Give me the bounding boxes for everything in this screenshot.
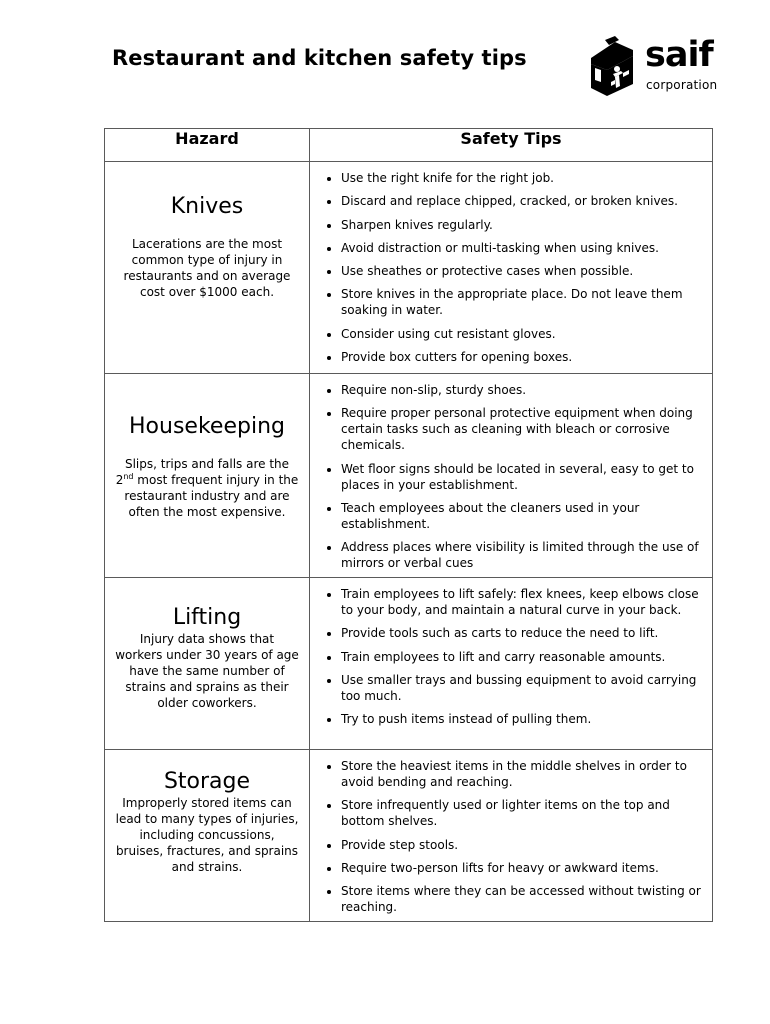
list-item: • Provide step stools. xyxy=(341,837,704,853)
list-item: • Use the right knife for the right job. xyxy=(341,170,704,186)
hazard-cell xyxy=(105,750,310,922)
list-item: • Use sheathes or protective cases when possible. xyxy=(341,263,704,279)
tips-list xyxy=(310,750,712,921)
logo-subtitle: corporation xyxy=(646,78,718,92)
list-item: • Discard and replace chipped, cracked, or broken knives. xyxy=(341,193,704,209)
hazard-name: Storage xyxy=(163,769,251,795)
list-item: • Require proper personal protective equipment when doing certain tasks such as cleaning with bleach or corrosive chemicals. xyxy=(341,405,704,453)
list-item: • Consider using cut resistant gloves. xyxy=(341,326,704,342)
hazard-name: Housekeeping xyxy=(129,414,285,439)
list-item: • Provide tools such as carts to reduce the need to lift. xyxy=(341,625,704,641)
list-item: • Teach employees about the cleaners used in your establishment. xyxy=(341,500,704,532)
page-title: Restaurant and kitchen safety tips xyxy=(112,46,527,70)
hazard-description-text: most frequent injury in the restaurant industry and are often the most expensive. xyxy=(124,473,299,519)
hazard-cell xyxy=(105,162,310,374)
table-row-lifting xyxy=(105,578,713,750)
hazard-name: Lifting xyxy=(172,605,242,631)
tips-cell xyxy=(310,374,713,578)
logo-brand-text: saif xyxy=(645,35,713,75)
tips-cell xyxy=(310,162,713,374)
list-item: • Use smaller trays and bussing equipment to avoid carrying too much. xyxy=(341,672,704,704)
tips-cell xyxy=(310,578,713,750)
hazard-description xyxy=(115,456,300,520)
list-item: • Store items where they can be accessed without twisting or reaching. xyxy=(341,883,704,915)
list-item: • Wet floor signs should be located in several, easy to get to places in your establishment. xyxy=(341,461,704,493)
list-item: • Address places where visibility is limited through the use of mirrors or verbal cues xyxy=(341,539,704,571)
list-item: • Train employees to lift safely: flex knees, keep elbows close to your body, and maintain a natural curve in your back. xyxy=(341,586,704,618)
hazard-cell xyxy=(105,374,310,578)
table-row-knives xyxy=(105,162,713,374)
list-item: • Train employees to lift and carry reasonable amounts. xyxy=(341,649,704,665)
list-item: • Store the heaviest items in the middle shelves in order to avoid bending and reaching. xyxy=(341,758,704,790)
hazard-description: Improperly stored items can lead to many types of injuries, including concussions, bruises, fractures, and sprains and strains. xyxy=(115,796,299,875)
list-item: • Require two-person lifts for heavy or awkward items. xyxy=(341,860,704,876)
list-item: • Store infrequently used or lighter items on the top and bottom shelves. xyxy=(341,797,704,829)
tips-cell xyxy=(310,750,713,922)
tips-list xyxy=(310,162,712,371)
hazard-description-text: Slips, trips and falls are the 2 xyxy=(115,457,290,487)
hazard-description: Injury data shows that workers under 30 years of age have the same number of strains and sprains as their older coworkers. xyxy=(115,632,299,711)
list-item: • Store knives in the appropriate place. Do not leave them soaking in water. xyxy=(341,286,704,318)
list-item: • Require non-slip, sturdy shoes. xyxy=(341,382,704,398)
table-row-storage xyxy=(105,750,713,922)
hazard-name: Knives xyxy=(170,194,244,219)
hazard-description: Lacerations are the most common type of injury in restaurants and on average cost over $1000 each. xyxy=(123,237,291,299)
tips-list xyxy=(310,374,712,577)
list-item: • Provide box cutters for opening boxes. xyxy=(341,349,704,365)
column-header-hazard: Hazard xyxy=(105,129,310,162)
list-item: • Avoid distraction or multi-tasking when using knives. xyxy=(341,240,704,256)
saif-logo xyxy=(585,36,720,96)
column-header-safety-tips: Safety Tips xyxy=(310,129,713,162)
tips-list xyxy=(310,578,712,733)
list-item: • Try to push items instead of pulling them. xyxy=(341,711,704,727)
list-item: • Sharpen knives regularly. xyxy=(341,217,704,233)
hazard-cell xyxy=(105,578,310,750)
ordinal-suffix: nd xyxy=(123,472,134,481)
saif-logo-icon xyxy=(585,36,643,96)
table-header-row xyxy=(105,129,713,162)
safety-tips-table xyxy=(104,128,713,922)
table-row-housekeeping xyxy=(105,374,713,578)
